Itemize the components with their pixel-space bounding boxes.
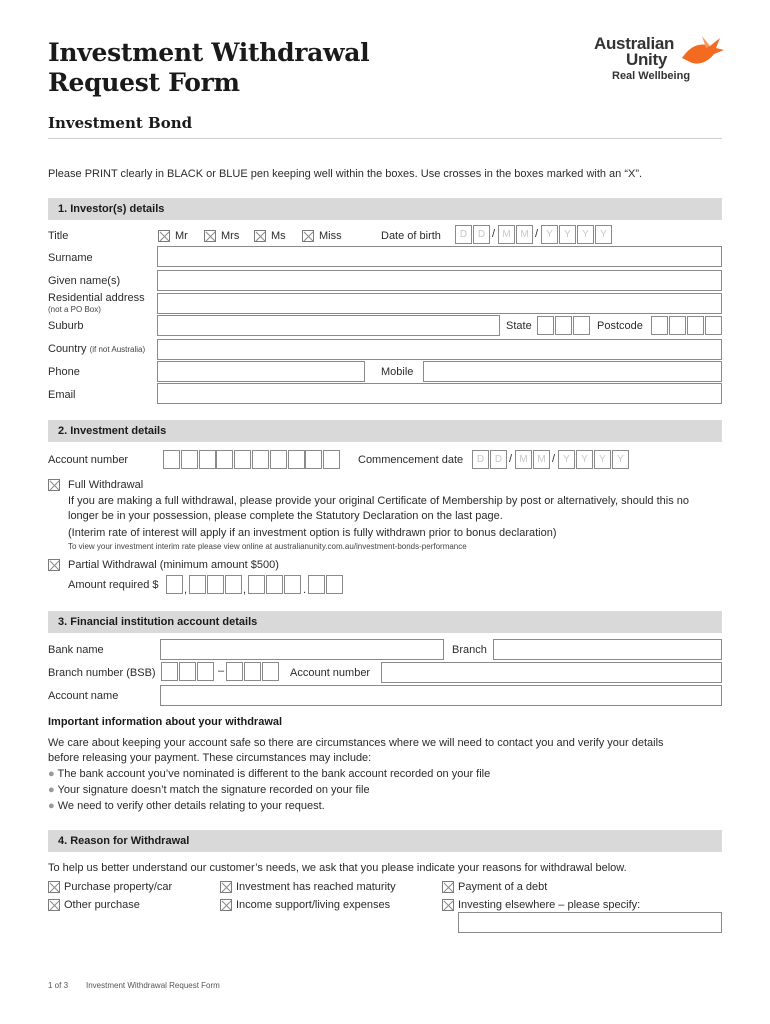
brand-logo: Australian Unity Real Wellbeing bbox=[590, 34, 730, 84]
surname-field[interactable] bbox=[157, 246, 722, 267]
postcode-cell[interactable] bbox=[651, 316, 668, 335]
divider bbox=[48, 138, 722, 139]
email-field[interactable] bbox=[157, 383, 722, 404]
state-cell[interactable] bbox=[573, 316, 590, 335]
branch-field[interactable] bbox=[493, 639, 722, 660]
bsb-cell[interactable] bbox=[262, 662, 279, 681]
account-number-cell[interactable] bbox=[234, 450, 251, 469]
commencement-cell[interactable]: D bbox=[472, 450, 489, 469]
reason-label: Investment has reached maturity bbox=[236, 881, 396, 893]
amount-cell[interactable] bbox=[248, 575, 265, 594]
bullet-item: ● We need to verify other details relating to your request. bbox=[48, 800, 325, 812]
amount-required-label: Amount required $ bbox=[68, 579, 159, 591]
bsb-cell[interactable] bbox=[161, 662, 178, 681]
title-mr-checkbox[interactable] bbox=[158, 230, 170, 242]
dob-separator: / bbox=[492, 228, 496, 240]
section-investor-details-heading: 1. Investor(s) details bbox=[48, 198, 722, 220]
date-separator: / bbox=[552, 453, 556, 465]
account-number-cell[interactable] bbox=[288, 450, 305, 469]
section-reason-heading: 4. Reason for Withdrawal bbox=[48, 830, 722, 852]
residential-address-label: Residential address bbox=[48, 292, 145, 304]
dob-cell[interactable]: M bbox=[498, 225, 515, 244]
interim-rate-link-text: To view your investment interim rate please view online at australianunity.com.au/investment-bonds-performance bbox=[68, 542, 467, 551]
partial-withdrawal-label: Partial Withdrawal (minimum amount $500) bbox=[68, 559, 279, 571]
postcode-cell[interactable] bbox=[687, 316, 704, 335]
reason-checkbox-other-purchase[interactable] bbox=[48, 899, 60, 911]
important-info-bullets bbox=[48, 767, 490, 814]
postcode-cell[interactable] bbox=[669, 316, 686, 335]
account-number-cell[interactable] bbox=[216, 450, 233, 469]
dob-label: Date of birth bbox=[381, 230, 441, 242]
title-ms-label: Ms bbox=[271, 230, 286, 242]
title-label: Title bbox=[48, 230, 69, 242]
bank-name-label: Bank name bbox=[48, 644, 104, 656]
residential-address-field[interactable] bbox=[157, 293, 722, 314]
suburb-field[interactable] bbox=[157, 315, 500, 336]
commencement-cell[interactable]: D bbox=[490, 450, 507, 469]
bsb-cell[interactable] bbox=[244, 662, 261, 681]
state-label: State bbox=[506, 320, 532, 332]
title-miss-label: Miss bbox=[319, 230, 342, 242]
commencement-cell[interactable]: Y bbox=[594, 450, 611, 469]
amount-cell[interactable] bbox=[326, 575, 343, 594]
bank-account-number-field[interactable] bbox=[381, 662, 722, 683]
state-cell[interactable] bbox=[555, 316, 572, 335]
amount-cell[interactable] bbox=[189, 575, 206, 594]
dob-cell[interactable]: Y bbox=[577, 225, 594, 244]
section-financial-institution-heading: 3. Financial institution account details bbox=[48, 611, 722, 633]
reason-label: Income support/living expenses bbox=[236, 899, 391, 911]
reason-label: Other purchase bbox=[64, 899, 140, 911]
country-field[interactable] bbox=[157, 339, 722, 360]
suburb-label: Suburb bbox=[48, 320, 84, 332]
commencement-cell[interactable]: Y bbox=[612, 450, 629, 469]
commencement-cell[interactable]: M bbox=[533, 450, 550, 469]
reason-label: Investing elsewhere – please specify: bbox=[458, 899, 641, 911]
account-name-label: Account name bbox=[48, 690, 119, 702]
dob-cell[interactable]: Y bbox=[559, 225, 576, 244]
interim-rate-note: (Interim rate of interest will apply if an investment option is fully withdrawn prior to bonus declaration) bbox=[68, 527, 557, 539]
amount-cell[interactable] bbox=[225, 575, 242, 594]
bsb-label: Branch number (BSB) bbox=[48, 667, 156, 679]
account-number-cell[interactable] bbox=[323, 450, 340, 469]
amount-comma: , bbox=[184, 584, 188, 596]
full-withdrawal-label: Full Withdrawal bbox=[68, 479, 144, 491]
phone-label: Phone bbox=[48, 366, 80, 378]
bsb-cell[interactable] bbox=[226, 662, 243, 681]
reason-checkbox-investing-elsewhere[interactable] bbox=[442, 899, 454, 911]
dob-cell[interactable]: D bbox=[473, 225, 490, 244]
instructions: Please PRINT clearly in BLACK or BLUE pen keeping well within the boxes. Use crosses in the boxes marked with an “X”. bbox=[48, 168, 643, 180]
amount-cell[interactable] bbox=[284, 575, 301, 594]
postcode-cell[interactable] bbox=[705, 316, 722, 335]
account-name-field[interactable] bbox=[160, 685, 722, 706]
dob-cell[interactable]: D bbox=[455, 225, 472, 244]
reason-intro: To help us better understand our customer’s needs, we ask that you please indicate your reasons for withdrawal below. bbox=[48, 862, 627, 874]
account-number-label: Account number bbox=[48, 454, 129, 466]
commencement-cell[interactable]: Y bbox=[558, 450, 575, 469]
title-mrs-label: Mrs bbox=[221, 230, 240, 242]
branch-label: Branch bbox=[452, 644, 487, 656]
title-ms-checkbox[interactable] bbox=[254, 230, 266, 242]
page-title: Investment Withdrawal Request Form bbox=[48, 38, 370, 97]
phone-field[interactable] bbox=[157, 361, 365, 382]
given-name-label: Given name(s) bbox=[48, 275, 121, 287]
state-cell[interactable] bbox=[537, 316, 554, 335]
full-withdrawal-text: If you are making a full withdrawal, please provide your original Certificate of Membership by post or alternatively, should this no longer be in your possession, please complete the Statutory Declaration on the last page. bbox=[68, 495, 689, 522]
amount-comma: , bbox=[243, 584, 247, 596]
dob-cell[interactable]: M bbox=[516, 225, 533, 244]
amount-cell[interactable] bbox=[308, 575, 325, 594]
bird-icon bbox=[680, 36, 726, 70]
reason-label: Purchase property/car bbox=[64, 881, 173, 893]
country-label: Country (if not Australia) bbox=[48, 343, 146, 355]
investing-elsewhere-specify-field[interactable] bbox=[458, 912, 722, 933]
bsb-cell[interactable] bbox=[179, 662, 196, 681]
page-number: 1 of 3 bbox=[48, 981, 69, 990]
dob-cell[interactable]: Y bbox=[541, 225, 558, 244]
postcode-label: Postcode bbox=[597, 320, 643, 332]
date-separator: / bbox=[509, 453, 513, 465]
title-mr-label: Mr bbox=[175, 230, 188, 242]
amount-cell[interactable] bbox=[266, 575, 283, 594]
residential-address-note: (not a PO Box) bbox=[48, 305, 101, 314]
reason-checkbox-income-support[interactable] bbox=[220, 899, 232, 911]
amount-decimal: . bbox=[303, 584, 307, 596]
title-mrs-checkbox[interactable] bbox=[204, 230, 216, 242]
bank-name-field[interactable] bbox=[160, 639, 444, 660]
full-withdrawal-checkbox[interactable] bbox=[48, 479, 60, 491]
footer-form-name: Investment Withdrawal Request Form bbox=[86, 981, 220, 990]
dob-cell[interactable]: Y bbox=[595, 225, 612, 244]
email-label: Email bbox=[48, 389, 76, 401]
commencement-cell[interactable]: Y bbox=[576, 450, 593, 469]
reason-checkbox-property[interactable] bbox=[48, 881, 60, 893]
important-info-heading: Important information about your withdrawal bbox=[48, 716, 283, 728]
reason-checkbox-debt[interactable] bbox=[442, 881, 454, 893]
dob-separator: / bbox=[535, 228, 539, 240]
bsb-cell[interactable] bbox=[197, 662, 214, 681]
commencement-cell[interactable]: M bbox=[515, 450, 532, 469]
bsb-dash: – bbox=[218, 665, 225, 677]
amount-cell[interactable] bbox=[207, 575, 224, 594]
account-number-cell[interactable] bbox=[305, 450, 322, 469]
important-info-text: We care about keeping your account safe so there are circumstances where we will need to contact you and verify your details before releasing your payment. These circumstances may include: bbox=[48, 737, 664, 764]
surname-label: Surname bbox=[48, 252, 93, 264]
account-number-cell[interactable] bbox=[163, 450, 180, 469]
amount-cell[interactable] bbox=[166, 575, 183, 594]
form-subtitle: Investment Bond bbox=[48, 114, 193, 132]
given-name-field[interactable] bbox=[157, 270, 722, 291]
commencement-date-label: Commencement date bbox=[358, 454, 464, 466]
account-number-cell[interactable] bbox=[252, 450, 269, 469]
section-investment-details-heading: 2. Investment details bbox=[48, 420, 722, 442]
account-number-cell[interactable] bbox=[199, 450, 216, 469]
title-miss-checkbox[interactable] bbox=[302, 230, 314, 242]
account-number-cell[interactable] bbox=[181, 450, 198, 469]
reason-checkbox-maturity[interactable] bbox=[220, 881, 232, 893]
reason-label: Payment of a debt bbox=[458, 881, 548, 893]
mobile-label: Mobile bbox=[381, 366, 414, 378]
mobile-field[interactable] bbox=[423, 361, 722, 382]
partial-withdrawal-checkbox[interactable] bbox=[48, 559, 60, 571]
bullet-item: ● Your signature doesn’t match the signature recorded on your file bbox=[48, 784, 370, 796]
bullet-item: ● The bank account you’ve nominated is different to the bank account recorded on your file bbox=[48, 768, 491, 780]
bank-account-number-label: Account number bbox=[290, 667, 371, 679]
account-number-cell[interactable] bbox=[270, 450, 287, 469]
